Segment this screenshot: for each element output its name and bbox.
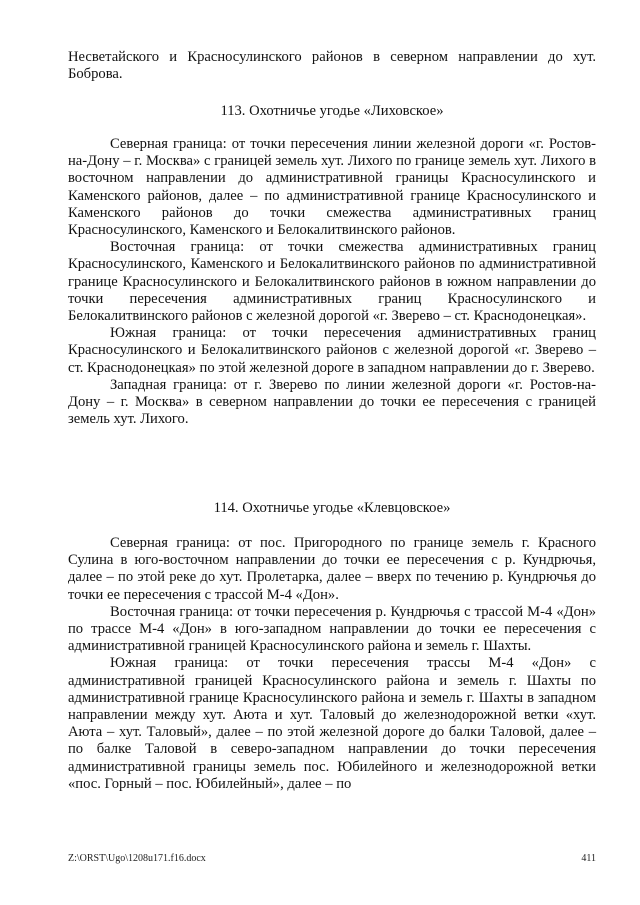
section-114-north-border: Северная граница: от пос. Пригородного по границе земель г. Красного Сулина в юго-восточном направлении до точки ее пересечения с р. Кундрючья, далее – по этой реке до хут. Пролетарка, далее – вверх по течению р. Кундрючья до точки ее пересечения с трассой М-4 «Дон». [68, 535, 596, 603]
section-113-east-border: Восточная граница: от точки смежества административных границ Красносулинского, Каменского и Белокалитвинского районов по административной границе Красносулинского и Белокалитвинского районов в южном направлении до точки пересечения административных границ Красносулинского и Белокалитвинского районов с железной дорогой «г. Зверево – ст. Краснодонецкая». [68, 239, 596, 325]
section-113-south-border: Южная граница: от точки пересечения административных границ Красносулинского и Белокалитвинского районов с железной дорогой «г. Зверево – ст. Краснодонецкая» по этой железной дороге в западном направлении до г. Зверево. [68, 325, 596, 376]
intro-text: Несветайского и Красносулинского районов в северном направлении до хут. Боброва. [68, 49, 596, 83]
section-114-heading: 114. Охотничье угодье «Клевцовское» [213, 500, 451, 516]
section-114-body [68, 535, 596, 793]
section-113-body [68, 136, 596, 428]
section-114-south-border: Южная граница: от точки пересечения трассы М-4 «Дон» с административной границей Красносулинского района и земель г. Шахты по административной границе Красносулинского района и земель г. Шахты в западном направлении между хут. Аюта и хут. Таловый до железнодорожной ветки «хут. Аюта – хут. Таловый», далее – по этой железной дороге до балки Таловой, далее – по балке Таловой в северо-западном направлении до точки пересечения административной границы земель пос. Юбилейного и железнодорожной ветки «пос. Горный – пос. Юбилейный», далее – по [68, 655, 596, 792]
section-113-heading: 113. Охотничье угодье «Лиховское» [220, 103, 444, 119]
section-113-west-border: Западная граница: от г. Зверево по линии железной дороги «г. Ростов-на-Дону – г. Москва» в северном направлении до точки ее пересечения с границей земель хут. Лихого. [68, 376, 596, 428]
section-113-north-border: Северная граница: от точки пересечения линии железной дороги «г. Ростов-на-Дону – г. Москва» с границей земель хут. Лихого по границе земель хут. Лихого в восточном направлении до административной границы Красносулинского и Каменского районов, далее – по административной границе Красносулинского и Каменского районов до точки смежества административных границ Красносулинского, Каменского и Белокалитвинского районов. [68, 136, 596, 239]
section-114-east-border: Восточная граница: от точки пересечения р. Кундрючья с трассой М-4 «Дон» по трассе М-4 «Дон» в юго-западном направлении до точки ее пересечения с административной границей Красносулинского района и земель г. Шахты. [68, 603, 596, 655]
intro-paragraph [68, 49, 596, 83]
file-path: Z:\ORST\Ugo\1208u171.f16.docx [68, 853, 206, 864]
page-number: 411 [581, 853, 596, 864]
